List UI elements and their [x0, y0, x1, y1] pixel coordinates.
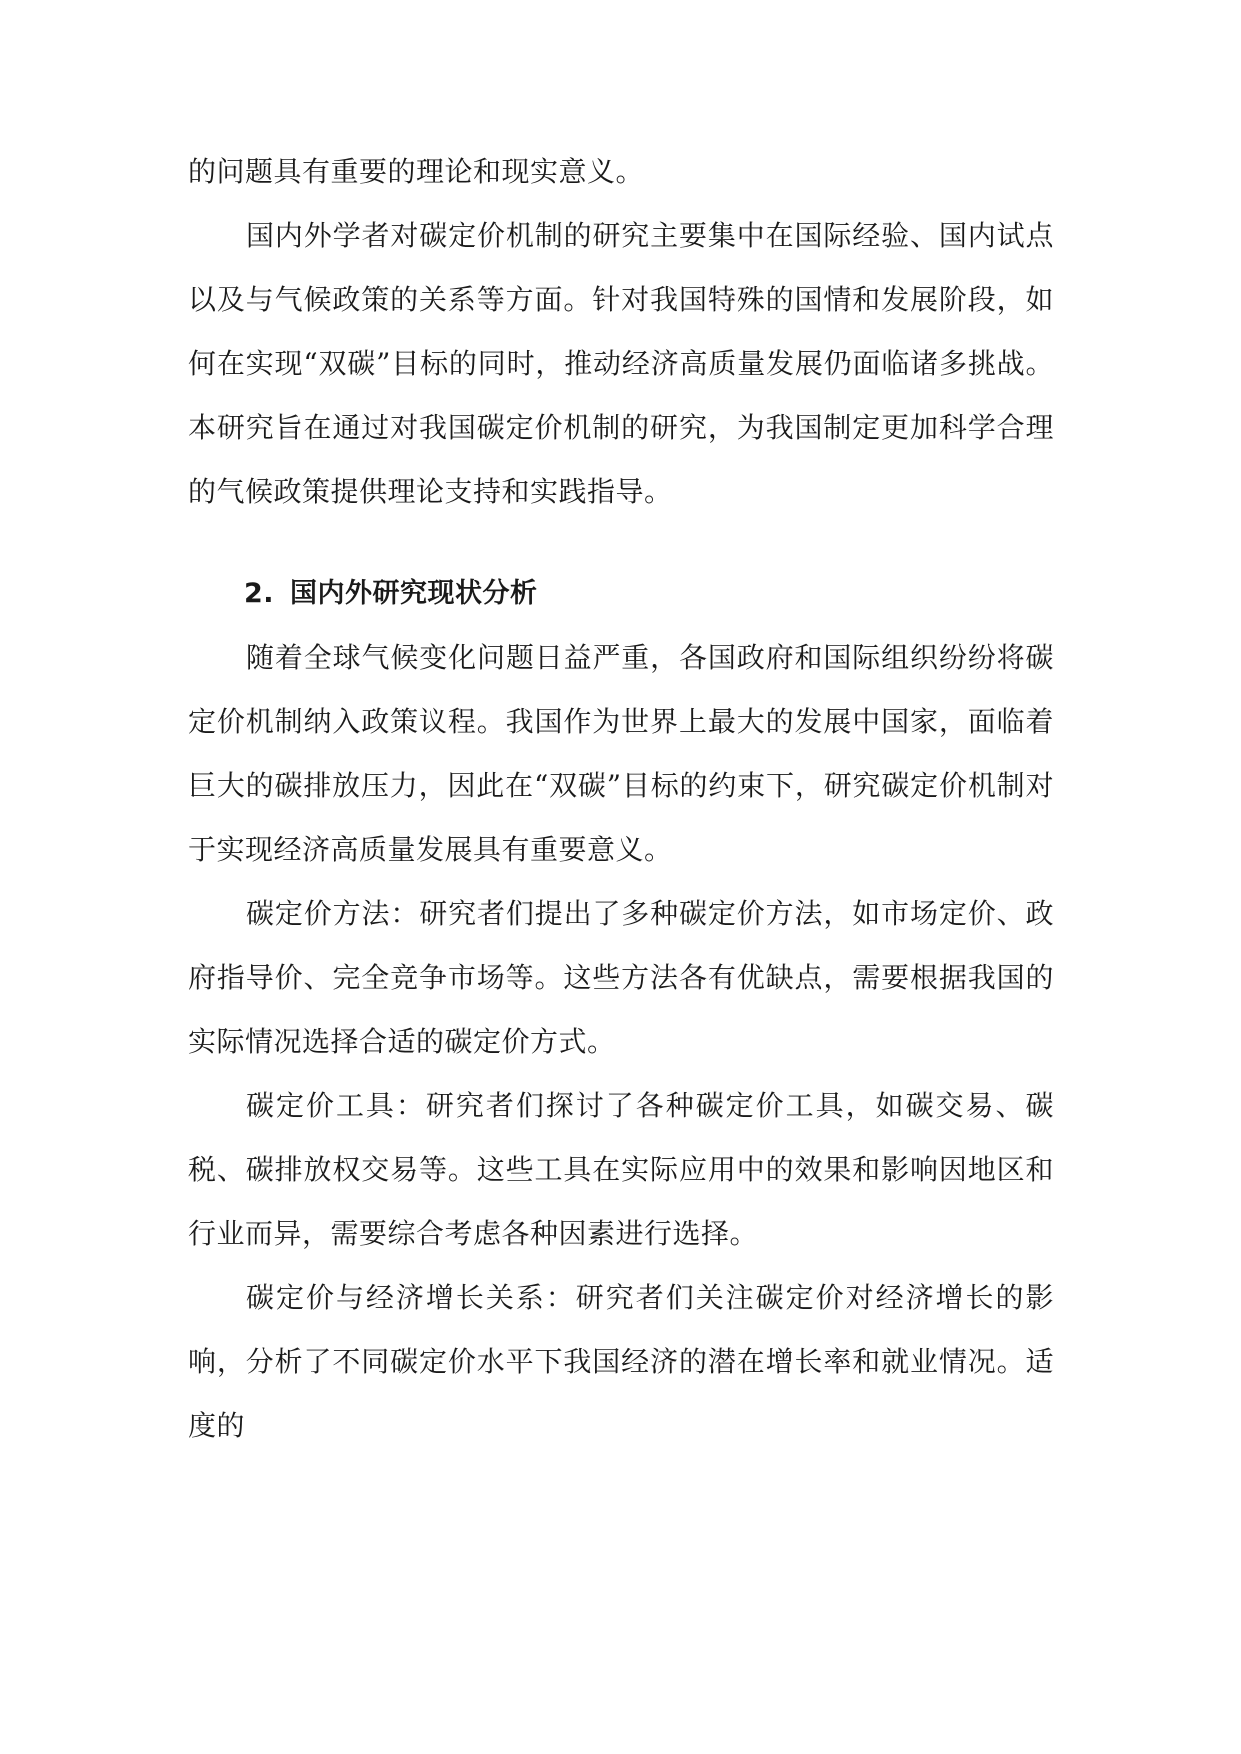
section-heading [188, 562, 1054, 626]
section-title: 国内外研究现状分析 [290, 578, 538, 609]
paragraph: 碳定价方法：研究者们提出了多种碳定价方法，如市场定价、政府指导价、完全竞争市场等。这些方法各有优缺点，需要根据我国的实际情况选择合适的碳定价方式。 [188, 897, 1054, 1058]
paragraph: 的问题具有重要的理论和现实意义。 [188, 155, 645, 188]
paragraph: 国内外学者对碳定价机制的研究主要集中在国际经验、国内试点以及与气候政策的关系等方面。针对我国特殊的国情和发展阶段，如何在实现“双碳”目标的同时，推动经济高质量发展仍面临诸多挑战。本研究旨在通过对我国碳定价机制的研究，为我国制定更加科学合理的气候政策提供理论支持和实践指导。 [188, 219, 1054, 508]
paragraph: 碳定价与经济增长关系：研究者们关注碳定价对经济增长的影响，分析了不同碳定价水平下我国经济的潜在增长率和就业情况。适度的 [188, 1281, 1054, 1442]
document-body [188, 140, 1054, 1458]
section-number: 2. [244, 578, 275, 609]
paragraph: 碳定价工具：研究者们探讨了各种碳定价工具，如碳交易、碳税、碳排放权交易等。这些工具在实际应用中的效果和影响因地区和行业而异，需要综合考虑各种因素进行选择。 [188, 1089, 1054, 1250]
paragraph: 随着全球气候变化问题日益严重，各国政府和国际组织纷纷将碳定价机制纳入政策议程。我国作为世界上最大的发展中国家，面临着巨大的碳排放压力，因此在“双碳”目标的约束下，研究碳定价机制对于实现经济高质量发展具有重要意义。 [188, 641, 1054, 866]
